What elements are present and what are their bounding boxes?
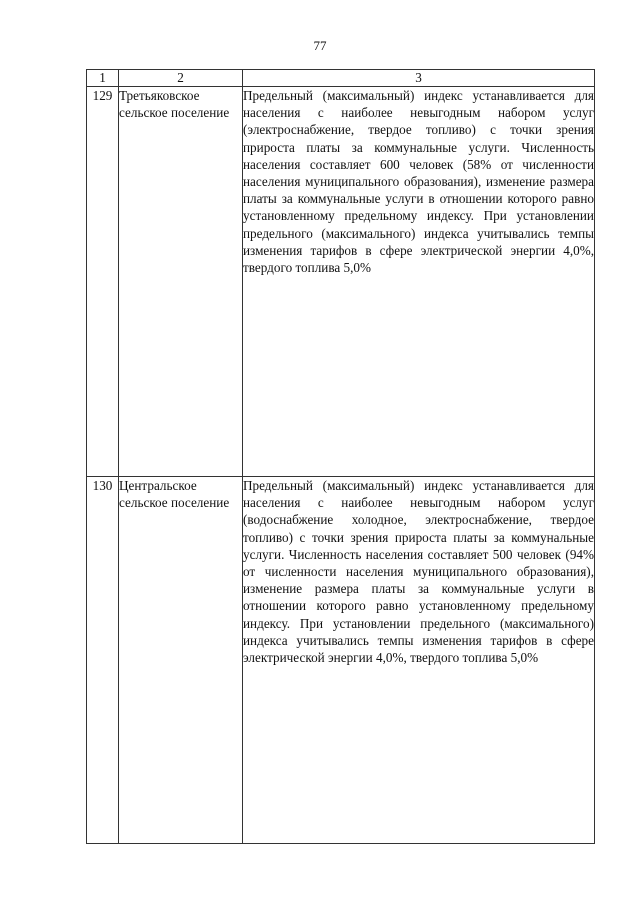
tariff-index-table [86,69,595,844]
row-number: 130 [87,477,119,844]
index-description: Предельный (максимальный) индекс устанавливается для населения с наиболее невыгодным набором услуг (водоснабжение холодное, электроснабжение, твердое топливо) с точки зрения прироста платы за коммунальные услуги. Численность населения составляет 500 человек (94% от численности населения муниципального образования), изменение размера платы за коммунальные услуги в отношении которого равно установленному предельному индексу. При установлении предельного (максимального) индекса учитывались темпы изменения тарифов в сфере электрической энергии 4,0%, твердого топлива 5,0% [243,477,595,844]
column-header-3: 3 [243,70,595,87]
table-row [87,87,595,477]
page-number: 77 [313,38,327,53]
index-description: Предельный (максимальный) индекс устанавливается для населения с наиболее невыгодным набором услуг (электроснабжение, твердое топливо) с точки зрения прироста платы за коммунальные услуги. Численность населения составляет 600 человек (58% от численности населения муниципального образования), изменение размера платы за коммунальные услуги в отношении которого равно установленному предельному индексу. При установлении предельного (максимального) индекса учитывались темпы изменения тарифов в сфере электрической энергии 4,0%, твердого топлива 5,0% [243,87,595,477]
row-number: 129 [87,87,119,477]
settlement-name: Центральское сельское поселение [119,477,243,844]
table-row [87,477,595,844]
settlement-name: Третьяковское сельское поселение [119,87,243,477]
table-header-row [87,70,595,87]
column-header-2: 2 [119,70,243,87]
column-header-1: 1 [87,70,119,87]
